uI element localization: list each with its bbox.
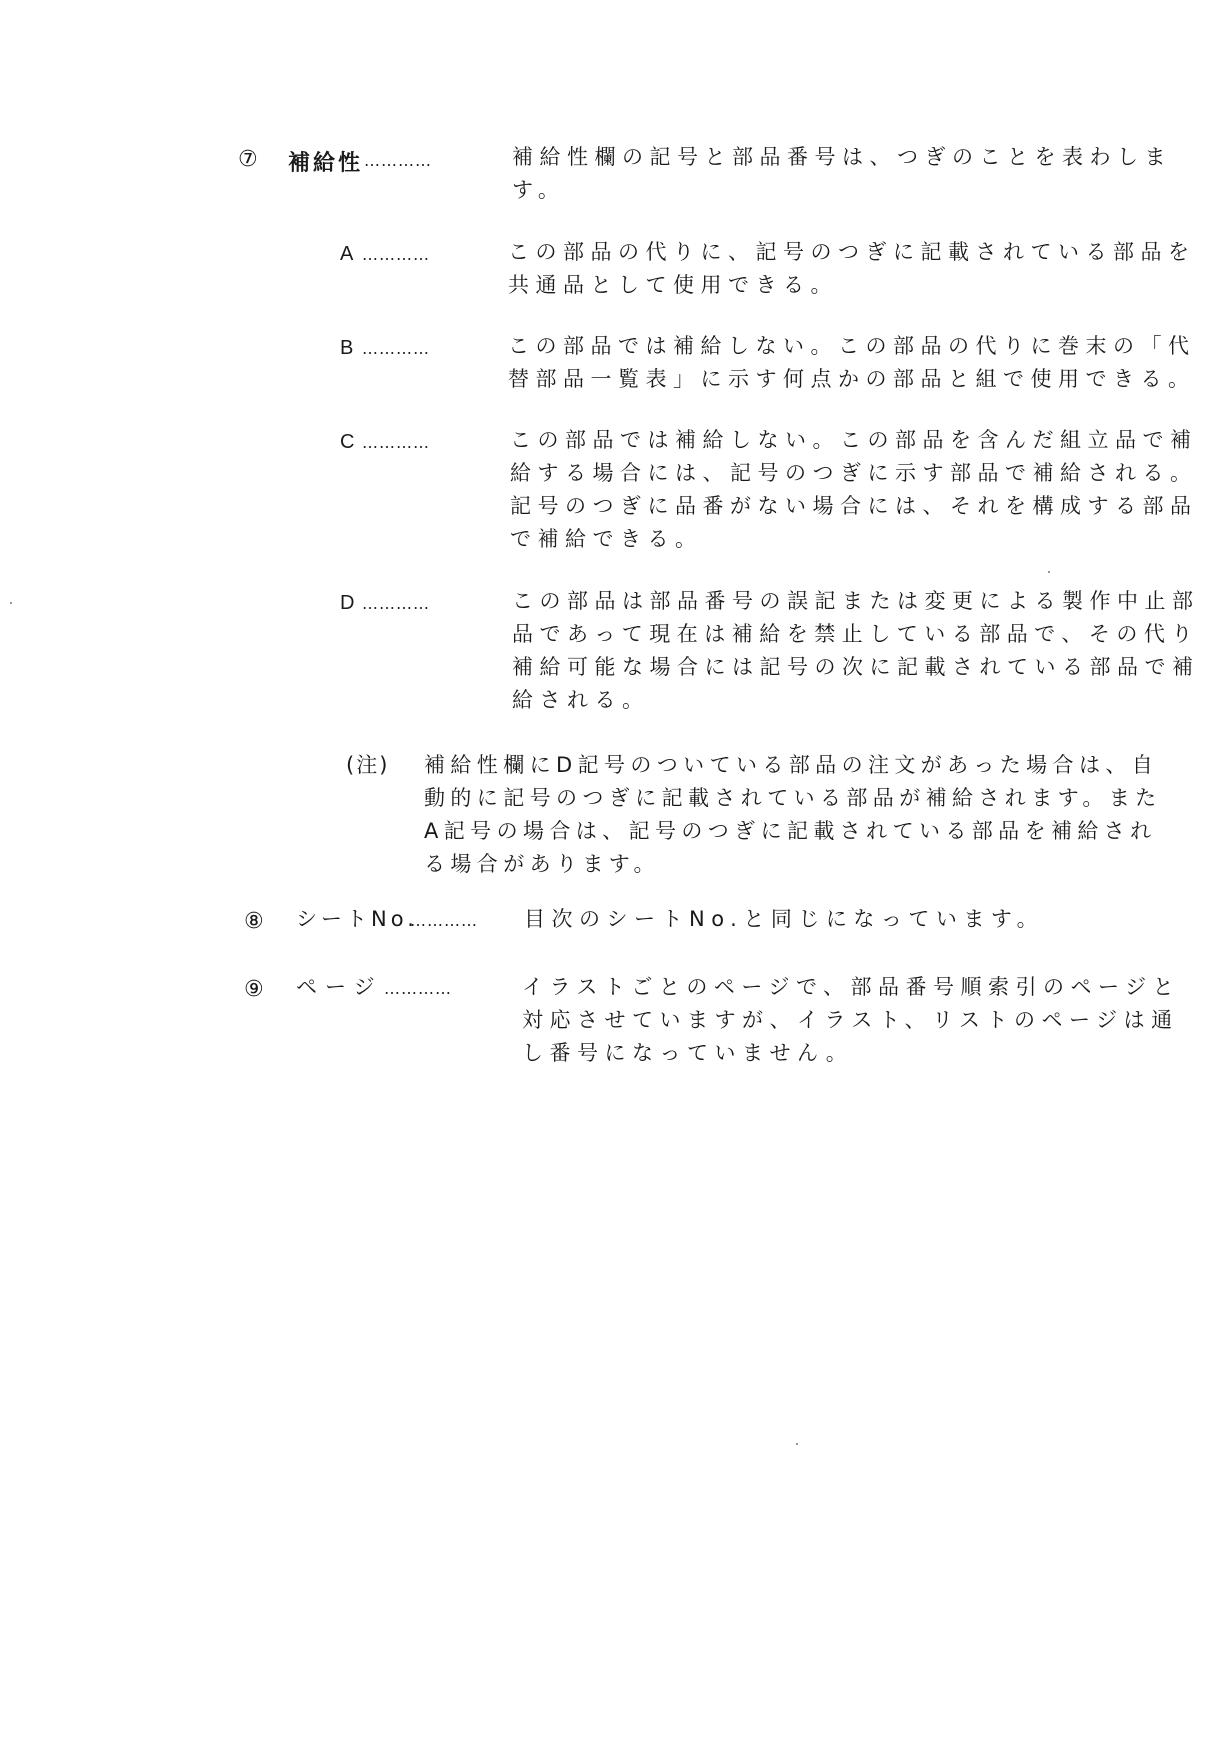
code-d-label: D xyxy=(340,592,356,614)
scan-speck xyxy=(796,1443,798,1445)
code-d-description xyxy=(512,585,1200,717)
code-a-description xyxy=(508,236,1196,302)
code-c-leader-dots: ………… xyxy=(362,433,430,452)
code-b-description xyxy=(508,330,1196,396)
text-line: 対応させていますが、イラスト、リストのページは通 xyxy=(522,1008,1179,1032)
item7-leader-dots: ………… xyxy=(364,151,432,170)
text-line: 補給可能な場合には記号の次に記載されている部品で補 xyxy=(512,655,1200,679)
item8-label: シートNo. xyxy=(296,907,418,931)
text-line: す。 xyxy=(512,178,566,202)
code-b-leader-dots: ………… xyxy=(362,339,430,358)
text-line: し番号になっていません。 xyxy=(522,1041,854,1065)
text-line: この部品では補給しない。この部品の代りに巻末の「代 xyxy=(508,334,1196,358)
text-line: 動的に記号のつぎに記載されている部品が補給されます。また xyxy=(424,786,1162,810)
text-line: 記号のつぎに品番がない場合には、それを構成する部品 xyxy=(510,494,1198,518)
code-a-label: A xyxy=(340,243,355,265)
text-line: この部品の代りに、記号のつぎに記載されている部品を xyxy=(508,240,1196,264)
text-line: この部品では補給しない。この部品を含んだ組立品で補 xyxy=(510,428,1198,452)
item8-leader-dots: ………… xyxy=(410,911,478,930)
code-c-label: C xyxy=(340,431,356,453)
text-line: 給される。 xyxy=(512,688,650,712)
text-line: 給する場合には、記号のつぎに示す部品で補給される。 xyxy=(510,461,1198,485)
text-line: で補給できる。 xyxy=(510,527,703,551)
text-line: 目次のシートNo.と同じになっています。 xyxy=(524,907,1045,931)
note-description xyxy=(424,749,1162,881)
text-line: この部品は部品番号の誤記または変更による製作中止部 xyxy=(512,589,1200,613)
item9-label: ページ xyxy=(296,975,383,999)
item9-leader-dots: ………… xyxy=(384,979,452,998)
code-b-label: B xyxy=(340,337,355,359)
code-d-leader-dots: ………… xyxy=(362,594,430,613)
text-line: A記号の場合は、記号のつぎに記載されている部品を補給され xyxy=(424,819,1157,843)
item7-number: ⑦ xyxy=(238,147,258,172)
text-line: る場合があります。 xyxy=(424,852,660,876)
note-label: (注) xyxy=(346,753,390,777)
text-line: 替部品一覧表」に示す何点かの部品と組で使用できる。 xyxy=(508,367,1196,391)
code-c-description xyxy=(510,424,1198,556)
item7-description xyxy=(512,141,1172,207)
code-a-leader-dots: ………… xyxy=(362,245,430,264)
item8-number: ⑧ xyxy=(244,909,264,934)
scan-speck xyxy=(10,602,12,604)
scan-speck xyxy=(1048,571,1050,573)
item9-description xyxy=(522,971,1180,1070)
item9-number: ⑨ xyxy=(244,977,264,1002)
item8-description xyxy=(524,903,1044,936)
text-line: 補給性欄にD記号のついている部品の注文があった場合は、自 xyxy=(424,753,1159,777)
text-line: 品であって現在は補給を禁止している部品で、その代り xyxy=(512,622,1199,646)
item7-label: 補給性 xyxy=(288,151,364,176)
text-line: 共通品として使用できる。 xyxy=(508,273,838,297)
text-line: 補給性欄の記号と部品番号は、つぎのことを表わしま xyxy=(512,145,1172,169)
text-line: イラストごとのページで、部品番号順索引のページと xyxy=(522,975,1181,999)
